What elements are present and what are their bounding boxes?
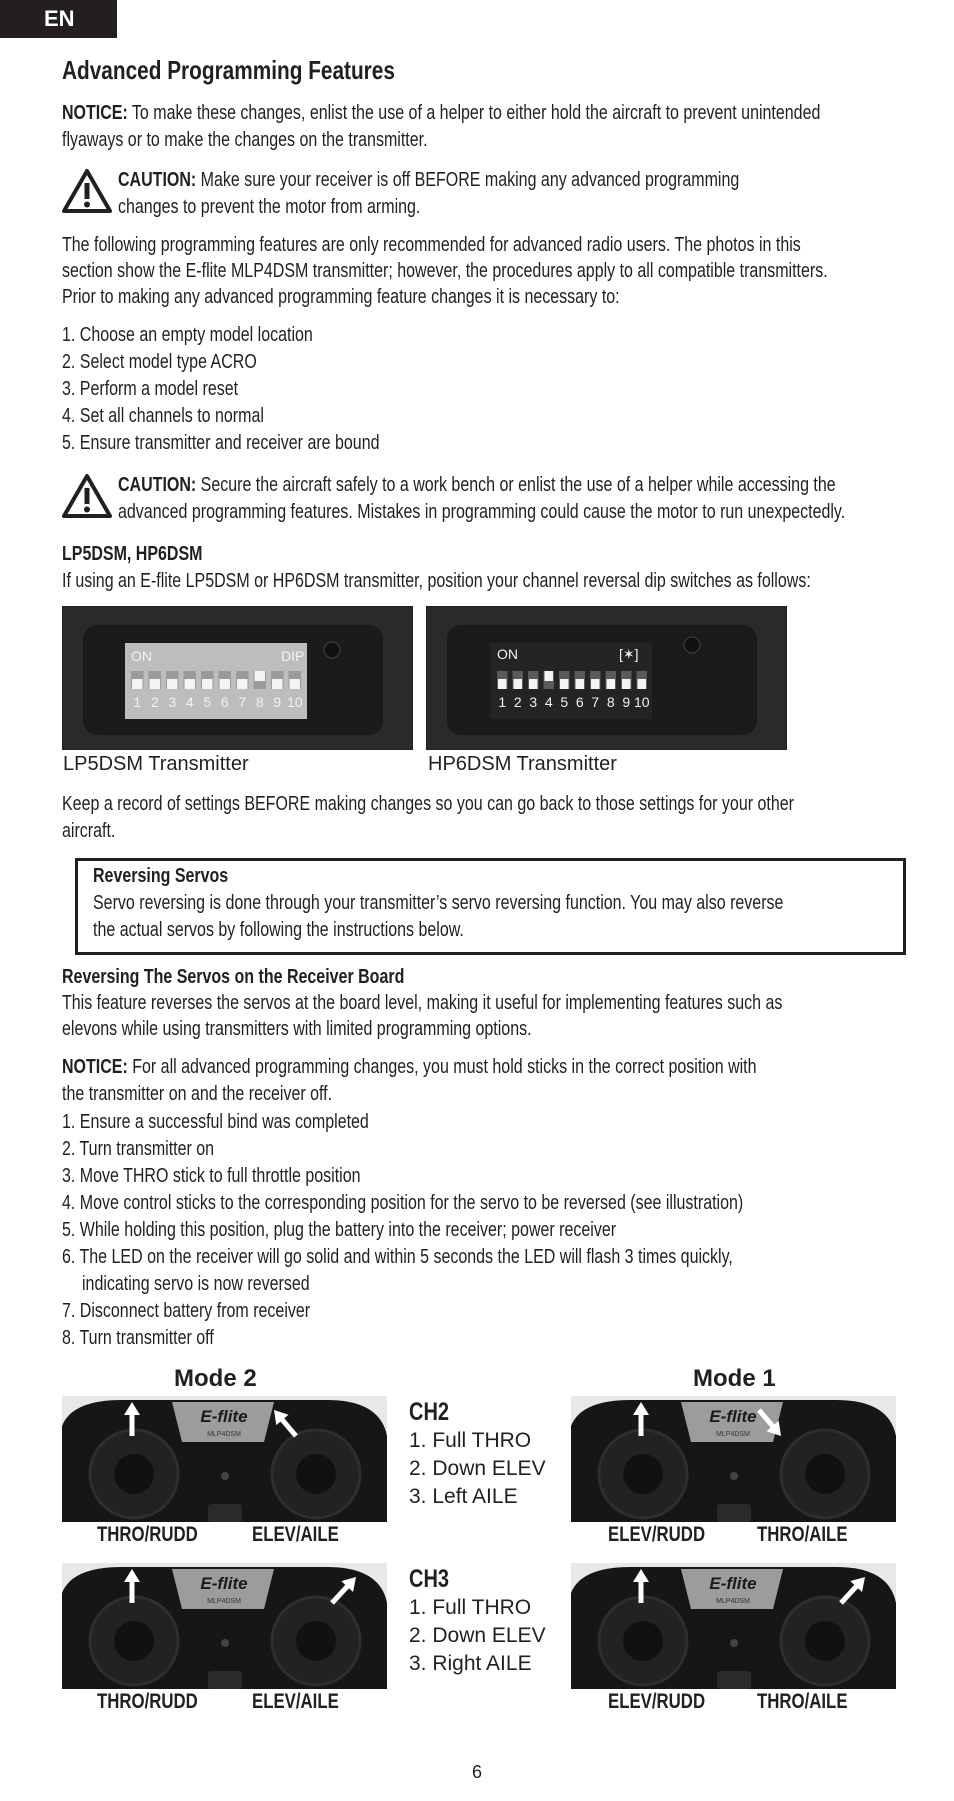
lp-hp-section: LP5DSM, HP6DSM If using an E-flite LP5DSM or HP6DSM transmitter, position your channel reversal dip switches as follows: <box>62 543 811 592</box>
dip-switch <box>638 679 647 689</box>
list-item: 2. Select model type ACRO <box>62 351 257 373</box>
model-label: MLP4DSM <box>716 1598 750 1605</box>
list-item: 2. Turn transmitter on <box>62 1138 215 1160</box>
dip-number: 9 <box>622 694 631 710</box>
list-item: 3. Left AILE <box>409 1485 518 1508</box>
list-item: 1. Choose an empty model location <box>62 324 313 346</box>
list-item: 4. Set all channels to normal <box>62 405 264 427</box>
list-item: 5. While holding this position, plug the battery into the receiver; power receiver <box>62 1219 617 1241</box>
brand-logo: E-flite <box>709 1407 757 1426</box>
caution-paragraph-1: CAUTION: Make sure your receiver is off BEFORE making any advanced programming changes to prevent the motor from arming. <box>118 169 740 218</box>
dip-number: 8 <box>255 694 264 710</box>
dip-switch <box>132 679 143 689</box>
list-item: 2. Down ELEV <box>409 1624 546 1647</box>
led <box>730 1639 738 1647</box>
dip-switch <box>255 671 266 681</box>
dip-number: 5 <box>203 694 212 710</box>
label-elev-aile: ELEV/AILE <box>252 1690 339 1713</box>
list-item: 3. Move THRO stick to full throttle position <box>62 1165 361 1187</box>
right-stick <box>296 1454 336 1494</box>
list-item: 1. Full THRO <box>409 1596 532 1619</box>
dip-switch <box>237 679 248 689</box>
switch <box>208 1504 242 1522</box>
dip-number: 7 <box>591 694 600 710</box>
hp6dsm-dip-switch-photo <box>426 606 787 750</box>
left-stick <box>623 1454 663 1494</box>
dip-number: 3 <box>529 694 538 710</box>
reversing-steps-list <box>62 1109 914 1352</box>
dip-mark-label: [✶] <box>619 646 639 662</box>
dip-number: 6 <box>220 694 229 710</box>
dip-switch <box>545 671 554 681</box>
left-stick <box>114 1454 154 1494</box>
label-thro-rudd: THRO/RUDD <box>97 1523 198 1546</box>
dip-number: 10 <box>633 694 650 710</box>
list-item: 1. Full THRO <box>409 1429 532 1452</box>
list-item: 4. Move control sticks to the corresponding position for the servo to be reversed (see illustration) <box>62 1192 744 1214</box>
dip-switch <box>185 679 196 689</box>
dip-number: 6 <box>575 694 584 710</box>
dip-number: 5 <box>560 694 569 710</box>
switch <box>717 1504 751 1522</box>
dip-number: 2 <box>513 694 522 710</box>
dip-switch <box>220 679 231 689</box>
dip-switch <box>498 679 507 689</box>
model-label: MLP4DSM <box>207 1431 241 1438</box>
led <box>221 1639 229 1647</box>
dip-number: 7 <box>238 694 247 710</box>
dip-number: 1 <box>498 694 507 710</box>
dip-switch <box>529 679 538 689</box>
dip-switch <box>560 679 569 689</box>
list-item: indicating servo is now reversed <box>82 1273 310 1295</box>
dip-number: 8 <box>606 694 615 710</box>
dip-number: 4 <box>544 694 553 710</box>
switch <box>717 1671 751 1689</box>
led <box>730 1472 738 1480</box>
model-label: MLP4DSM <box>207 1598 241 1605</box>
hp6dsm-caption: HP6DSM Transmitter <box>428 753 617 775</box>
notice-paragraph-1: NOTICE: To make these changes, enlist the use of a helper to either hold the aircraft to prevent unintended flyaways or to make the changes on the transmitter. <box>62 102 821 151</box>
list-item: 7. Disconnect battery from receiver <box>62 1300 311 1322</box>
switch <box>208 1671 242 1689</box>
list-item: 8. Turn transmitter off <box>62 1327 214 1349</box>
label-thro-aile: THRO/AILE <box>757 1690 848 1713</box>
list-item: 5. Ensure transmitter and receiver are bound <box>62 432 380 454</box>
lp5dsm-dip-switch-photo <box>62 606 413 750</box>
page-title: Advanced Programming Features <box>62 55 395 85</box>
model-label: MLP4DSM <box>716 1431 750 1438</box>
caution-paragraph-2: CAUTION: Secure the aircraft safely to a work bench or enlist the use of a helper while accessing the advanced programming features. Mistakes in programming could cause the motor to run unexpectedly. <box>118 474 846 523</box>
dip-switch <box>202 679 213 689</box>
right-stick <box>805 1454 845 1494</box>
dip-switch <box>622 679 631 689</box>
list-item: 1. Ensure a successful bind was completed <box>62 1111 369 1133</box>
controller-photo-mode2-ch2 <box>62 1396 387 1522</box>
dip-label: DIP <box>281 648 305 664</box>
left-stick <box>114 1621 154 1661</box>
dip-switch <box>514 679 523 689</box>
dip-number: 10 <box>286 694 303 710</box>
dip-on-label: ON <box>131 648 152 664</box>
dip-number: 3 <box>168 694 177 710</box>
dip-number: 2 <box>150 694 159 710</box>
reversing-board-section: Reversing The Servos on the Receiver Board This feature reverses the servos at the board level, making it useful for implementing features such as elevons while using transmitters with limited programming options. <box>62 966 783 1040</box>
dip-switch <box>290 679 301 689</box>
brand-logo: E-flite <box>200 1407 248 1426</box>
dip-on-label: ON <box>497 646 518 662</box>
right-stick <box>296 1621 336 1661</box>
label-elev-rudd: ELEV/RUDD <box>608 1523 706 1546</box>
intro-paragraph: The following programming features are only recommended for advanced radio users. The photos in this section show the E-flite MLP4DSM transmitter; however, the procedures apply to all compatible transmitters. Prior to making any advanced programming feature changes it is necessary to: <box>62 234 828 308</box>
left-stick <box>623 1621 663 1661</box>
label-elev-aile: ELEV/AILE <box>252 1523 339 1546</box>
keep-record-paragraph: Keep a record of settings BEFORE making changes so you can go back to those settings for your other aircraft. <box>62 793 794 842</box>
controller-photo-mode1-ch3 <box>571 1563 896 1689</box>
brand-logo: E-flite <box>709 1574 757 1593</box>
led <box>221 1472 229 1480</box>
mode-2-title: Mode 2 <box>174 1365 257 1392</box>
reversing-servos-text: Reversing Servos Servo reversing is done through your transmitter’s servo reversing function. You may also reverse the actual servos by following the instructions below. <box>93 865 784 941</box>
ch3-instructions: CH3 1. Full THRO 2. Down ELEV 3. Right AILE <box>409 1565 546 1678</box>
dip-switch <box>607 679 616 689</box>
list-item: 6. The LED on the receiver will go solid and within 5 seconds the LED will flash 3 times quickly, <box>62 1246 733 1268</box>
label-thro-rudd: THRO/RUDD <box>97 1690 198 1713</box>
controller-photo-mode1-ch2 <box>571 1396 896 1522</box>
dip-number: 9 <box>273 694 282 710</box>
mode-1-title: Mode 1 <box>693 1365 776 1392</box>
list-item: 3. Perform a model reset <box>62 378 239 400</box>
dip-switch <box>150 679 161 689</box>
dip-switch <box>576 679 585 689</box>
warning-triangle-icon <box>62 168 112 214</box>
label-thro-aile: THRO/AILE <box>757 1523 848 1546</box>
controller-photo-mode2-ch3 <box>62 1563 387 1689</box>
dip-switch <box>272 679 283 689</box>
label-elev-rudd: ELEV/RUDD <box>608 1690 706 1713</box>
list-item: 3. Right AILE <box>409 1652 532 1675</box>
prep-steps-list <box>62 322 459 457</box>
dip-switch <box>591 679 600 689</box>
lp5dsm-caption: LP5DSM Transmitter <box>63 753 249 775</box>
page-number: 6 <box>471 1762 482 1782</box>
dip-number: 1 <box>133 694 142 710</box>
warning-triangle-icon <box>62 473 112 519</box>
list-item: 2. Down ELEV <box>409 1457 546 1480</box>
ch2-instructions: CH2 1. Full THRO 2. Down ELEV 3. Left AILE <box>409 1398 546 1511</box>
dip-number: 4 <box>185 694 194 710</box>
dip-switch <box>167 679 178 689</box>
notice-paragraph-2: NOTICE: For all advanced programming changes, you must hold sticks in the correct position with the transmitter on and the receiver off. <box>62 1056 757 1105</box>
language-tab: EN <box>0 0 117 38</box>
brand-logo: E-flite <box>200 1574 248 1593</box>
right-stick <box>805 1621 845 1661</box>
